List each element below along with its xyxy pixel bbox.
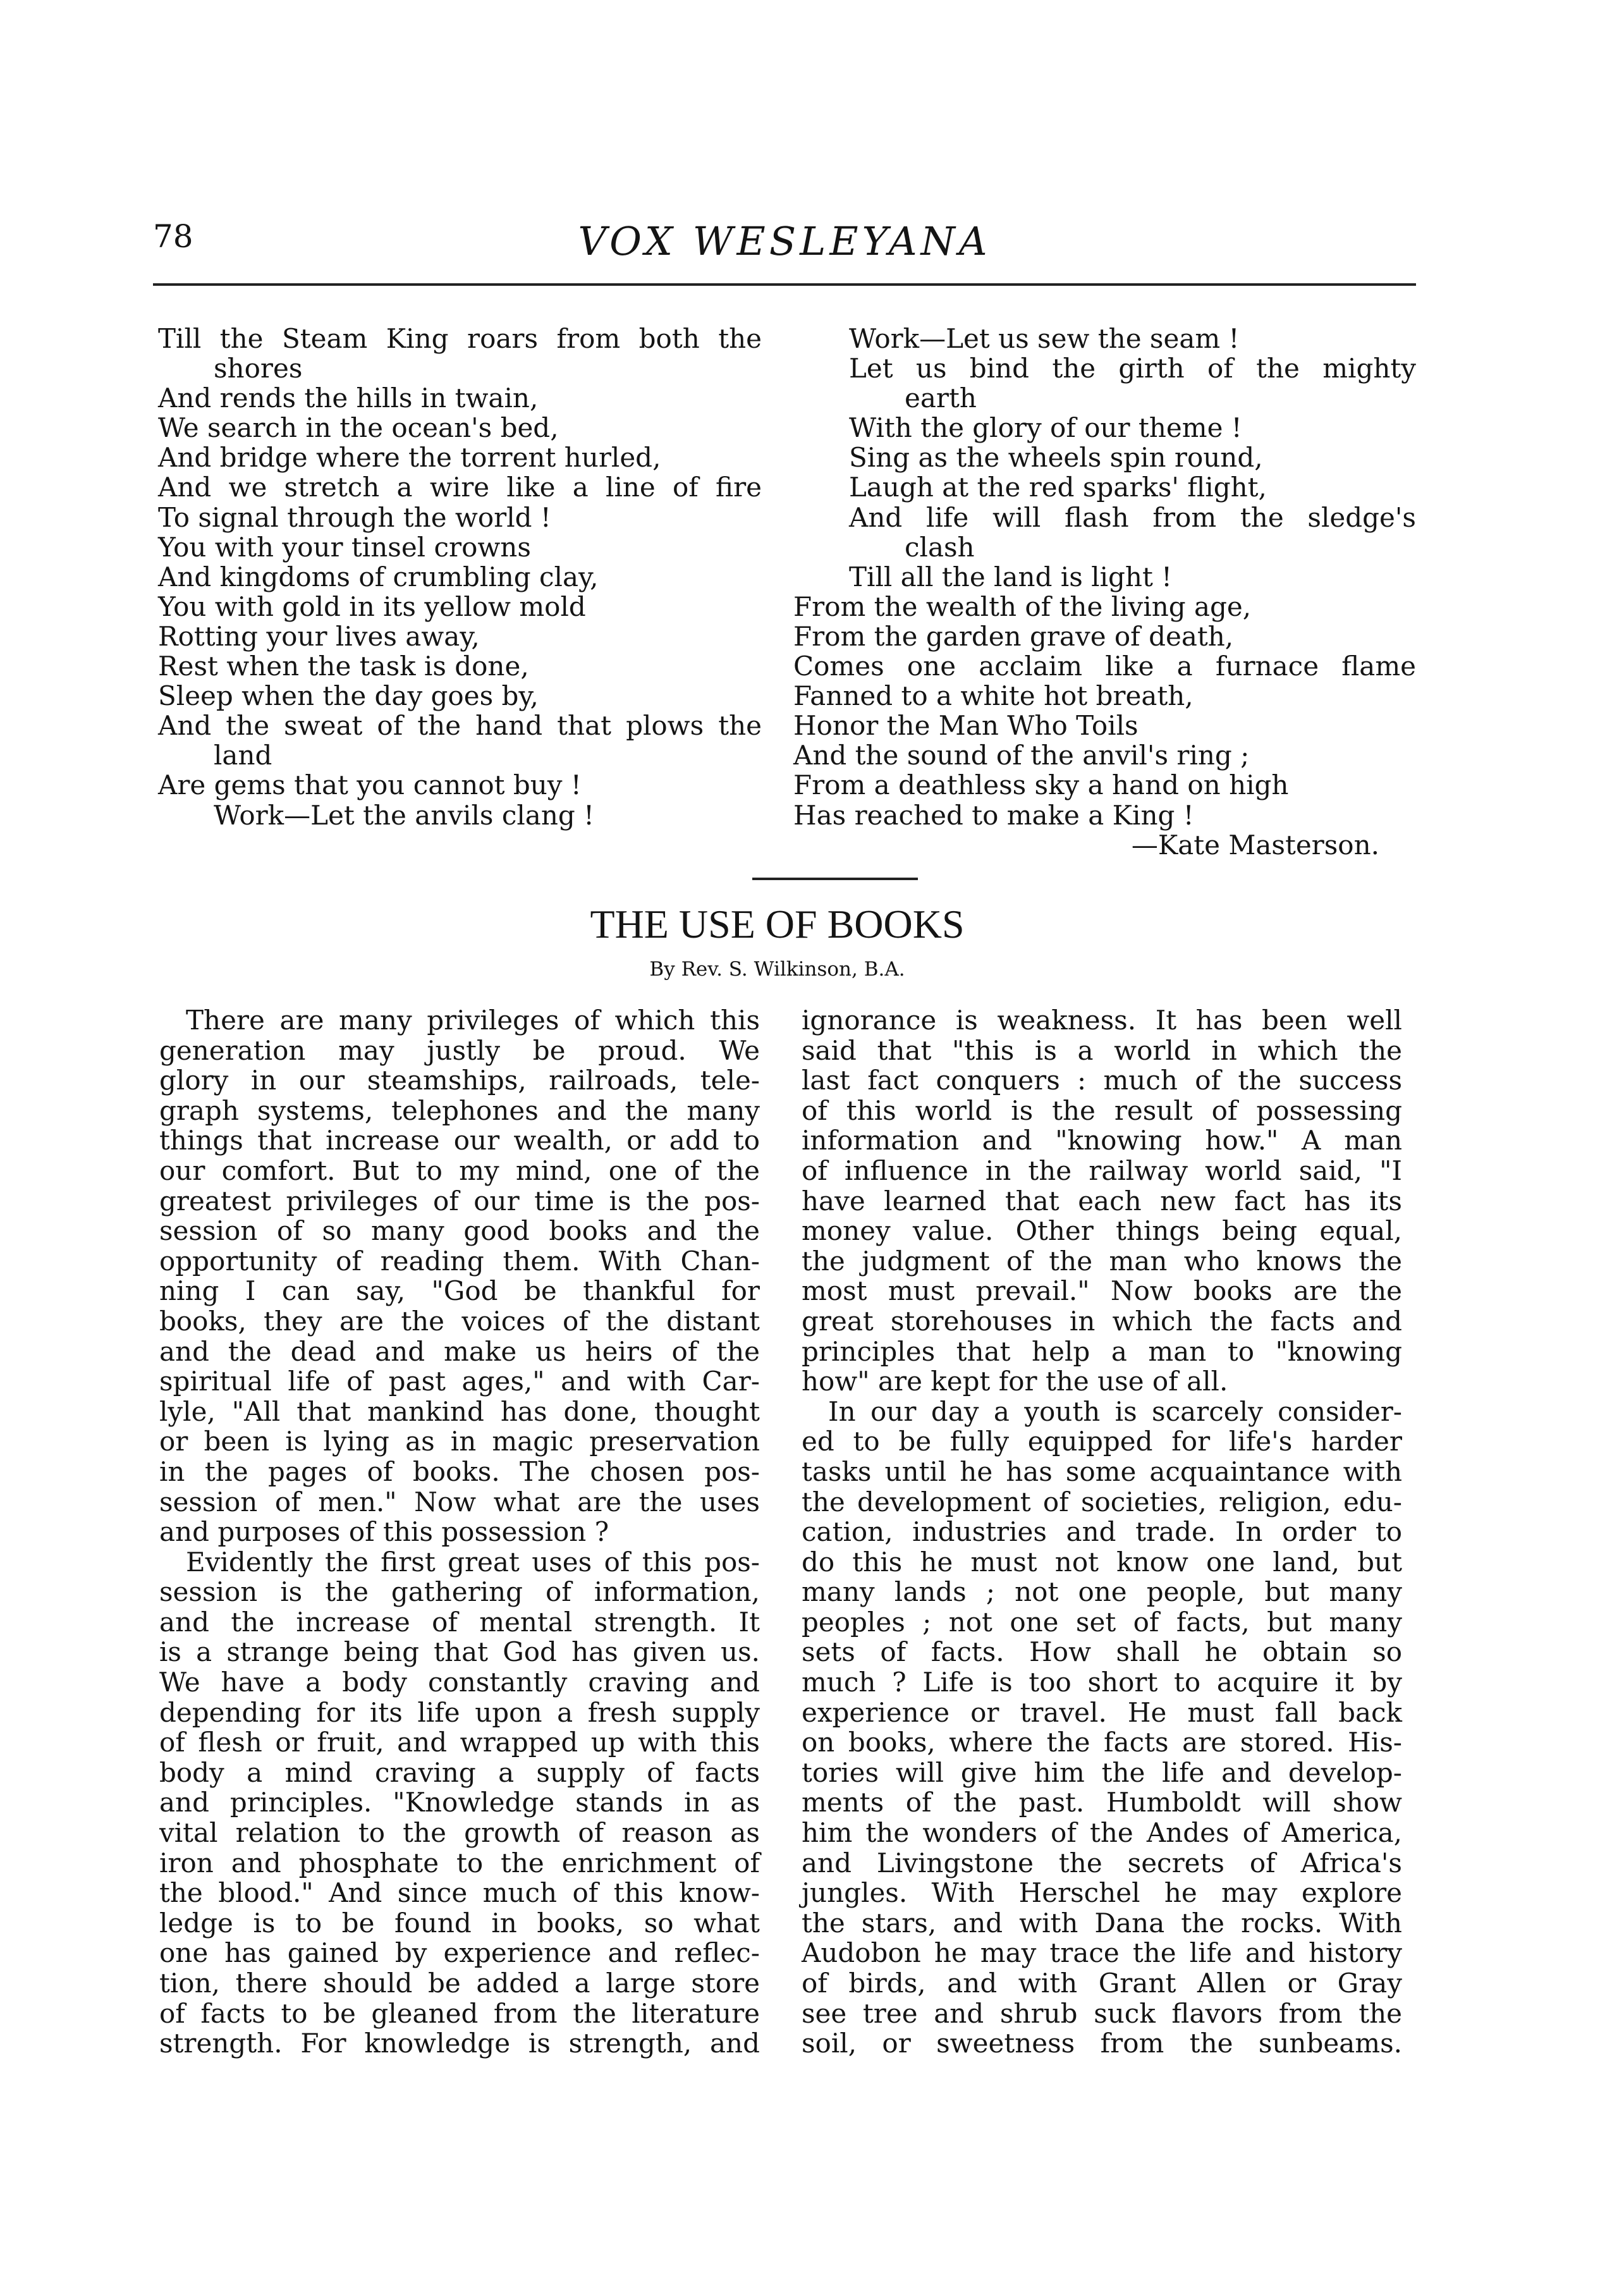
poem-line: To signal through the world !	[158, 501, 551, 533]
article-line: much ? Life is too short to acquire it by	[802, 1667, 1402, 1698]
article-line: principles that help a man to "knowing	[802, 1335, 1402, 1367]
poem-line: Sleep when the day goes by,	[158, 680, 539, 712]
poem-line: And the sound of the anvil's ring ;	[793, 740, 1250, 771]
article-line: or been is lying as in magic preservation	[159, 1426, 760, 1457]
article-line: of this world is the result of possessing	[802, 1094, 1402, 1126]
article-line: iron and phosphate to the enrichment of	[159, 1847, 760, 1878]
poem-line: shores	[214, 353, 303, 384]
article-line: ignorance is weakness. It has been well	[802, 1005, 1402, 1036]
article-line: ning I can say, "God be thankful for	[159, 1275, 760, 1307]
poem-line: From the garden grave of death,	[793, 620, 1234, 652]
article-line: tasks until he has some acquaintance with	[802, 1455, 1402, 1487]
poem-line: Honor the Man Who Toils	[793, 710, 1139, 742]
article-line: most must prevail." Now books are the	[802, 1275, 1402, 1307]
article-line: ed to be fully equipped for life's harder	[802, 1426, 1402, 1457]
poem-line: You with gold in its yellow mold	[158, 591, 586, 622]
article-line: sets of facts. How shall he obtain so	[802, 1636, 1402, 1668]
article-line: said that "this is a world in which the	[802, 1034, 1402, 1066]
poem-line: You with your tinsel crowns	[158, 531, 531, 563]
poem-line: Laugh at the red sparks' flight,	[849, 472, 1267, 503]
poem-left-column	[158, 324, 762, 830]
article-line: books, they are the voices of the distant	[159, 1305, 760, 1337]
poem-line: From a deathless sky a hand on high	[793, 769, 1289, 801]
article-line: cation, industries and trade. In order to	[802, 1516, 1402, 1548]
article-line: Audobon he may trace the life and history	[802, 1937, 1402, 1969]
article-line: depending for its life upon a fresh supply	[159, 1696, 760, 1728]
article-line: the stars, and with Dana the rocks. With	[802, 1907, 1402, 1939]
article-line: our comfort. But to my mind, one of the	[159, 1155, 760, 1186]
article-line: In our day a youth is scarcely consider-	[828, 1395, 1402, 1427]
section-divider	[752, 878, 918, 880]
page-header	[153, 218, 1416, 269]
article-line: see tree and shrub suck flavors from the	[802, 1997, 1402, 2029]
article-line: and the dead and make us heirs of the	[159, 1335, 760, 1367]
article-line: the development of societies, religion, edu-	[802, 1486, 1402, 1517]
poem-line: And we stretch a wire like a line of fire	[158, 472, 762, 503]
article-line: strength. For knowledge is strength, and	[159, 2028, 760, 2059]
article-line: tion, there should be added a large store	[159, 1968, 760, 1999]
header-rule	[153, 283, 1416, 286]
article-line: graph systems, telephones and the many	[159, 1094, 760, 1126]
poem-line: Rest when the task is done,	[158, 651, 529, 682]
article-line: body a mind craving a supply of facts	[159, 1756, 760, 1788]
poem-line: And life will flash from the sledge's	[849, 501, 1416, 533]
poem-line: Work—Let the anvils clang !	[214, 799, 594, 831]
article-left-column	[159, 1005, 760, 2059]
poem-line: Comes one acclaim like a furnace flame	[793, 651, 1416, 682]
running-title: VOX WESLEYANA	[578, 218, 991, 264]
article-line: how" are kept for the use of all.	[802, 1366, 1228, 1397]
article-line: generation may justly be proud. We	[159, 1034, 760, 1066]
article-line: spiritual life of past ages," and with Car-	[159, 1366, 760, 1397]
article-line: in the pages of books. The chosen pos-	[159, 1455, 760, 1487]
article-line: peoples ; not one set of facts, but many	[802, 1606, 1402, 1638]
article-line: and principles. "Knowledge stands in as	[159, 1787, 760, 1818]
poem-line: Has reached to make a King !	[793, 799, 1194, 831]
article-line: greatest privileges of our time is the pos-	[159, 1185, 760, 1216]
article-line: There are many privileges of which this	[186, 1005, 760, 1036]
article-title: THE USE OF BOOKS	[590, 902, 965, 947]
article-line: vital relation to the growth of reason as	[159, 1817, 760, 1849]
article-line: session is the gathering of information,	[159, 1576, 760, 1608]
article-line: have learned that each new fact has its	[802, 1185, 1402, 1216]
article-line: one has gained by experience and reflec-	[159, 1937, 760, 1969]
poem-line: We search in the ocean's bed,	[158, 412, 559, 444]
poem-line: Till the Steam King roars from both the	[158, 323, 762, 354]
poem-line: From the wealth of the living age,	[793, 591, 1252, 622]
article-byline: By Rev. S. Wilkinson, B.A.	[649, 958, 905, 981]
article-line: last fact conquers : much of the success	[802, 1065, 1402, 1096]
article-line: great storehouses in which the facts and	[802, 1305, 1402, 1337]
article-line: money value. Other things being equal,	[802, 1215, 1402, 1247]
poem-line: earth	[905, 383, 977, 414]
article-right-column	[802, 1005, 1402, 2059]
article-line: and the increase of mental strength. It	[159, 1606, 760, 1638]
article-line: things that increase our wealth, or add to	[159, 1125, 760, 1156]
poem-line: And kingdoms of crumbling clay,	[158, 561, 599, 592]
poem-line: Sing as the wheels spin round,	[849, 442, 1263, 474]
article-line: information and "knowing how." A man	[802, 1125, 1402, 1156]
article-line: Evidently the first great uses of this pos-	[186, 1546, 760, 1578]
article-line: tories will give him the life and develop-	[802, 1756, 1402, 1788]
poem-line: clash	[905, 531, 975, 563]
poem-line: Work—Let us sew the seam !	[849, 323, 1240, 354]
poem-line: land	[214, 740, 272, 771]
article-line: We have a body constantly craving and	[159, 1667, 760, 1698]
poem-line: Fanned to a white hot breath,	[793, 680, 1194, 712]
poem-line: Rotting your lives away,	[158, 620, 480, 652]
article-line: the blood." And since much of this know-	[159, 1877, 760, 1909]
poem-line: Are gems that you cannot buy !	[158, 769, 582, 801]
article-line: is a strange being that God has given us.	[159, 1636, 760, 1668]
poem-line: And rends the hills in twain,	[158, 383, 539, 414]
page-number: 78	[153, 218, 193, 255]
article-line: ments of the past. Humboldt will show	[802, 1787, 1402, 1818]
article-line: jungles. With Herschel he may explore	[802, 1877, 1402, 1909]
article-line: glory in our steamships, railroads, tele-	[159, 1065, 760, 1096]
poem-right-column	[793, 324, 1416, 860]
article-line: opportunity of reading them. With Chan-	[159, 1245, 760, 1277]
article-line: of facts to be gleaned from the literature	[159, 1997, 760, 2029]
poem-line: And bridge where the torrent hurled,	[158, 442, 661, 474]
article-line: lyle, "All that mankind has done, thought	[159, 1395, 760, 1427]
article-line: and purposes of this possession ?	[159, 1516, 609, 1548]
article-line: experience or travel. He must fall back	[802, 1696, 1402, 1728]
article-line: of birds, and with Grant Allen or Gray	[802, 1968, 1402, 1999]
article-line: and Livingstone the secrets of Africa's	[802, 1847, 1402, 1878]
poem-line: Let us bind the girth of the mighty	[849, 353, 1416, 384]
article-line: of influence in the railway world said, "I	[802, 1155, 1402, 1186]
article-line: soil, or sweetness from the sunbeams.	[802, 2028, 1402, 2059]
poem-line: Till all the land is light !	[849, 561, 1173, 592]
article-line: many lands ; not one people, but many	[802, 1576, 1402, 1608]
article-line: ledge is to be found in books, so what	[159, 1907, 760, 1939]
article-line: the judgment of the man who knows the	[802, 1245, 1402, 1277]
poem-line: And the sweat of the hand that plows the	[158, 710, 762, 742]
article-line: on books, where the facts are stored. His-	[802, 1727, 1402, 1758]
article-line: session of men." Now what are the uses	[159, 1486, 760, 1517]
poem-line: With the glory of our theme !	[849, 412, 1242, 444]
article-line: do this he must not know one land, but	[802, 1546, 1402, 1578]
article-line: session of so many good books and the	[159, 1215, 760, 1247]
article-line: him the wonders of the Andes of America,	[802, 1817, 1402, 1849]
poem-attribution: —Kate Masterson.	[1131, 829, 1379, 861]
article-line: of flesh or fruit, and wrapped up with this	[159, 1727, 760, 1758]
